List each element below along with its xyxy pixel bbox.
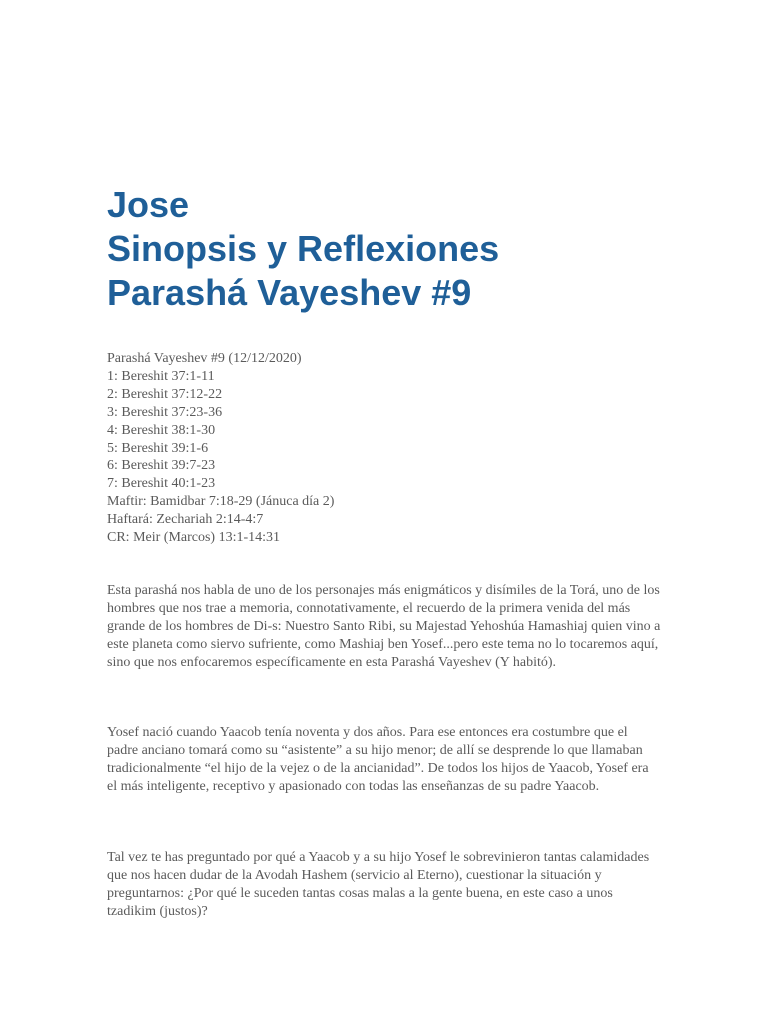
title-line-parasha: Parashá Vayeshev #9 bbox=[107, 272, 472, 313]
reading-aliyah-2: 2: Bereshit 37:12-22 bbox=[107, 386, 223, 402]
reading-aliyah-6: 6: Bereshit 39:7-23 bbox=[107, 458, 216, 474]
reading-cr: CR: Meir (Marcos) 13:1-14:31 bbox=[107, 530, 281, 546]
reading-aliyah-3: 3: Bereshit 37:23-36 bbox=[107, 404, 223, 420]
reading-aliyah-7: 7: Bereshit 40:1-23 bbox=[107, 476, 216, 492]
paragraph-question: Tal vez te has preguntado por qué a Yaacob y a su hijo Yosef le sobrevinieron tantas calamidades que nos hacen dudar de la Avodah Hashem (servicio al Eterno), cuestionar la situación y preguntarnos: ¿Por qué le suceden tantas cosas malas a la gente buena, en este caso a unos tzadikim (justos)? bbox=[107, 850, 650, 919]
reading-maftir: Maftir: Bamidbar 7:18-29 (Jánuca día 2) bbox=[107, 494, 335, 510]
document-title bbox=[107, 183, 707, 315]
reading-heading: Parashá Vayeshev #9 (12/12/2020) bbox=[107, 351, 302, 366]
title-line-name: Jose bbox=[107, 184, 190, 225]
paragraph-intro: Esta parashá nos habla de uno de los personajes más enigmáticos y disímiles de la Torá, uno de los hombres que nos trae a memoria, connotativamente, el recuerdo de la primera venida del más grande de los hombres de Di-s: Nuestro Santo Ribi, su Majestad Yehoshúa Hamashiaj quien vino a este planeta como siervo sufriente, como Mashiaj ben Yosef...pero este tema no lo tocaremos aquí, sino que nos enfocaremos específicamente en esta Parashá Vayeshev (Y habitó). bbox=[107, 583, 661, 670]
reading-haftara: Haftará: Zechariah 2:14-4:7 bbox=[107, 512, 264, 528]
reading-aliyah-1: 1: Bereshit 37:1-11 bbox=[107, 368, 215, 384]
title-line-subtitle: Sinopsis y Reflexiones bbox=[107, 228, 500, 269]
paragraph-yosef-birth: Yosef nació cuando Yaacob tenía noventa y dos años. Para ese entonces era costumbre que el padre anciano tomará como su “asistente” a su hijo menor; de allí se desprende lo que llamaban tradicionalmente “el hijo de la vejez o de la ancianidad”. De todos los hijos de Yaacob, Yosef era el más inteligente, receptivo y apasionado con todas las enseñanzas de su padre Yaacob. bbox=[107, 725, 649, 794]
reading-aliyah-5: 5: Bereshit 39:1-6 bbox=[107, 440, 209, 456]
reading-list bbox=[107, 350, 667, 547]
reading-aliyah-4: 4: Bereshit 38:1-30 bbox=[107, 422, 216, 438]
